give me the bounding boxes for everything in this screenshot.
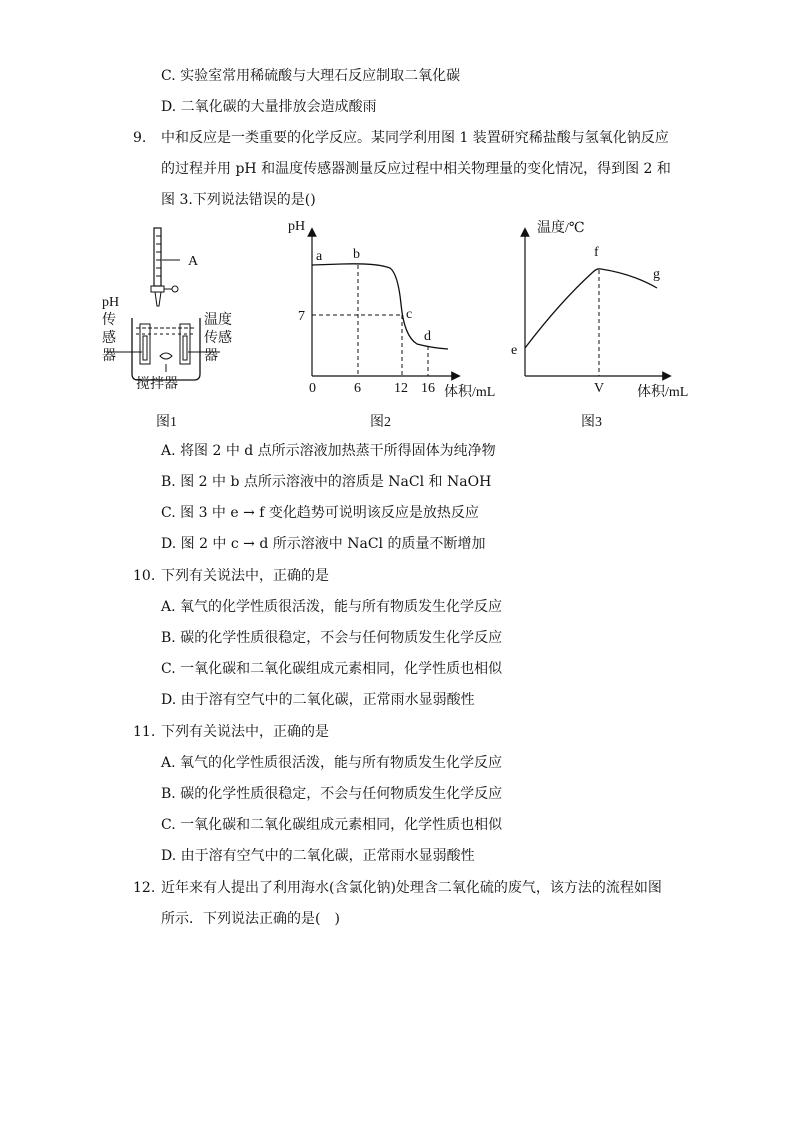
stirrer-label: 搅拌器 xyxy=(136,377,178,392)
ph-sensor-label-2: 传 xyxy=(102,313,116,328)
figure-2-caption: 图2 xyxy=(370,415,391,430)
label-a: A xyxy=(188,254,199,269)
q11-option-b: B. 碳的化学性质很稳定，不会与任何物质发生化学反应 xyxy=(161,786,503,802)
fig2-point-a: a xyxy=(316,249,323,264)
figure-3-temperature-graph xyxy=(505,214,705,434)
q9-option-b: B. 图 2 中 b 点所示溶液中的溶质是 NaCl 和 NaOH xyxy=(161,474,492,490)
burette-stopcock xyxy=(151,286,164,292)
figure-1-caption: 图1 xyxy=(156,415,177,430)
fig3-point-g: g xyxy=(653,267,660,282)
temperature-sensor-probe xyxy=(180,324,190,364)
q12-stem-line1: 近年来有人提出了利用海水(含氯化钠)处理含二氧化硫的废气，该方法的流程如图 xyxy=(161,880,662,896)
fig3-point-f: f xyxy=(594,245,599,260)
ph-sensor-label-1: pH xyxy=(102,295,120,310)
fig2-y-tick-7: 7 xyxy=(298,309,305,324)
q10-option-d: D. 由于溶有空气中的二氧化碳，正常雨水显弱酸性 xyxy=(161,692,475,708)
fig2-x-tick-6: 6 xyxy=(354,381,361,396)
q8-option-c: C. 实验室常用稀硫酸与大理石反应制取二氧化碳 xyxy=(161,68,461,84)
fig2-point-c: c xyxy=(406,307,413,322)
q10-number: 10. xyxy=(133,568,156,584)
fig2-x-label: 体积/mL xyxy=(444,385,496,400)
q11-number: 11. xyxy=(133,724,156,740)
fig2-point-d: d xyxy=(424,329,431,344)
figure-3-caption: 图3 xyxy=(581,415,602,430)
ph-sensor-probe xyxy=(140,324,150,364)
fig3-x-tick-v: V xyxy=(594,381,605,396)
burette-tube xyxy=(154,228,161,286)
fig2-x-tick-12: 12 xyxy=(394,381,408,396)
q10-option-c: C. 一氧化碳和二氧化碳组成元素相同，化学性质也相似 xyxy=(161,661,503,677)
q8-option-d: D. 二氧化碳的大量排放会造成酸雨 xyxy=(161,99,377,115)
ph-sensor-label-4: 器 xyxy=(102,349,116,364)
fig2-point-b: b xyxy=(353,247,360,262)
temp-sensor-label-1: 温度 xyxy=(204,313,232,328)
q10-stem: 下列有关说法中，正确的是 xyxy=(161,568,329,584)
q12-stem-line2: 所示．下列说法正确的是( ) xyxy=(161,911,340,927)
fig2-x-tick-16: 16 xyxy=(421,381,435,396)
figure-2-ph-graph xyxy=(282,214,512,434)
q11-option-c: C. 一氧化碳和二氧化碳组成元素相同，化学性质也相似 xyxy=(161,817,503,833)
stirrer-bar xyxy=(160,353,172,359)
figure-1-apparatus xyxy=(96,224,246,434)
q11-stem: 下列有关说法中，正确的是 xyxy=(161,724,329,740)
q9-option-d: D. 图 2 中 c → d 所示溶液中 NaCl 的质量不断增加 xyxy=(161,536,486,552)
fig3-x-label: 体积/mL xyxy=(637,385,689,400)
burette-tip xyxy=(155,292,161,306)
ph-sensor-label-3: 感 xyxy=(102,331,116,346)
fig3-y-label: 温度/℃ xyxy=(537,221,585,236)
temp-sensor-label-3: 器 xyxy=(204,349,218,364)
temp-sensor-label-2: 传感 xyxy=(204,331,232,346)
fig2-x-tick-0: 0 xyxy=(309,381,316,396)
q9-option-c: C. 图 3 中 e → f 变化趋势可说明该反应是放热反应 xyxy=(161,505,479,521)
q9-stem-line3: 图 3.下列说法错误的是() xyxy=(161,192,316,208)
q9-stem-line2: 的过程并用 pH 和温度传感器测量反应过程中相关物理量的变化情况，得到图 2 和 xyxy=(161,161,671,177)
fig2-y-label: pH xyxy=(288,219,306,234)
q11-option-d: D. 由于溶有空气中的二氧化碳，正常雨水显弱酸性 xyxy=(161,848,475,864)
q9-stem-line1: 中和反应是一类重要的化学反应。某同学利用图 1 装置研究稀盐酸与氢氧化钠反应 xyxy=(161,130,669,146)
fig3-temperature-curve xyxy=(525,269,657,348)
q11-option-a: A. 氧气的化学性质很活泼，能与所有物质发生化学反应 xyxy=(161,755,503,771)
q10-option-a: A. 氧气的化学性质很活泼，能与所有物质发生化学反应 xyxy=(161,599,503,615)
fig3-point-e: e xyxy=(511,343,518,358)
q12-number: 12. xyxy=(133,880,156,896)
q9-option-a: A. 将图 2 中 d 点所示溶液加热蒸干所得固体为纯净物 xyxy=(161,443,496,459)
q9-number: 9. xyxy=(133,130,147,146)
q10-option-b: B. 碳的化学性质很稳定，不会与任何物质发生化学反应 xyxy=(161,630,503,646)
